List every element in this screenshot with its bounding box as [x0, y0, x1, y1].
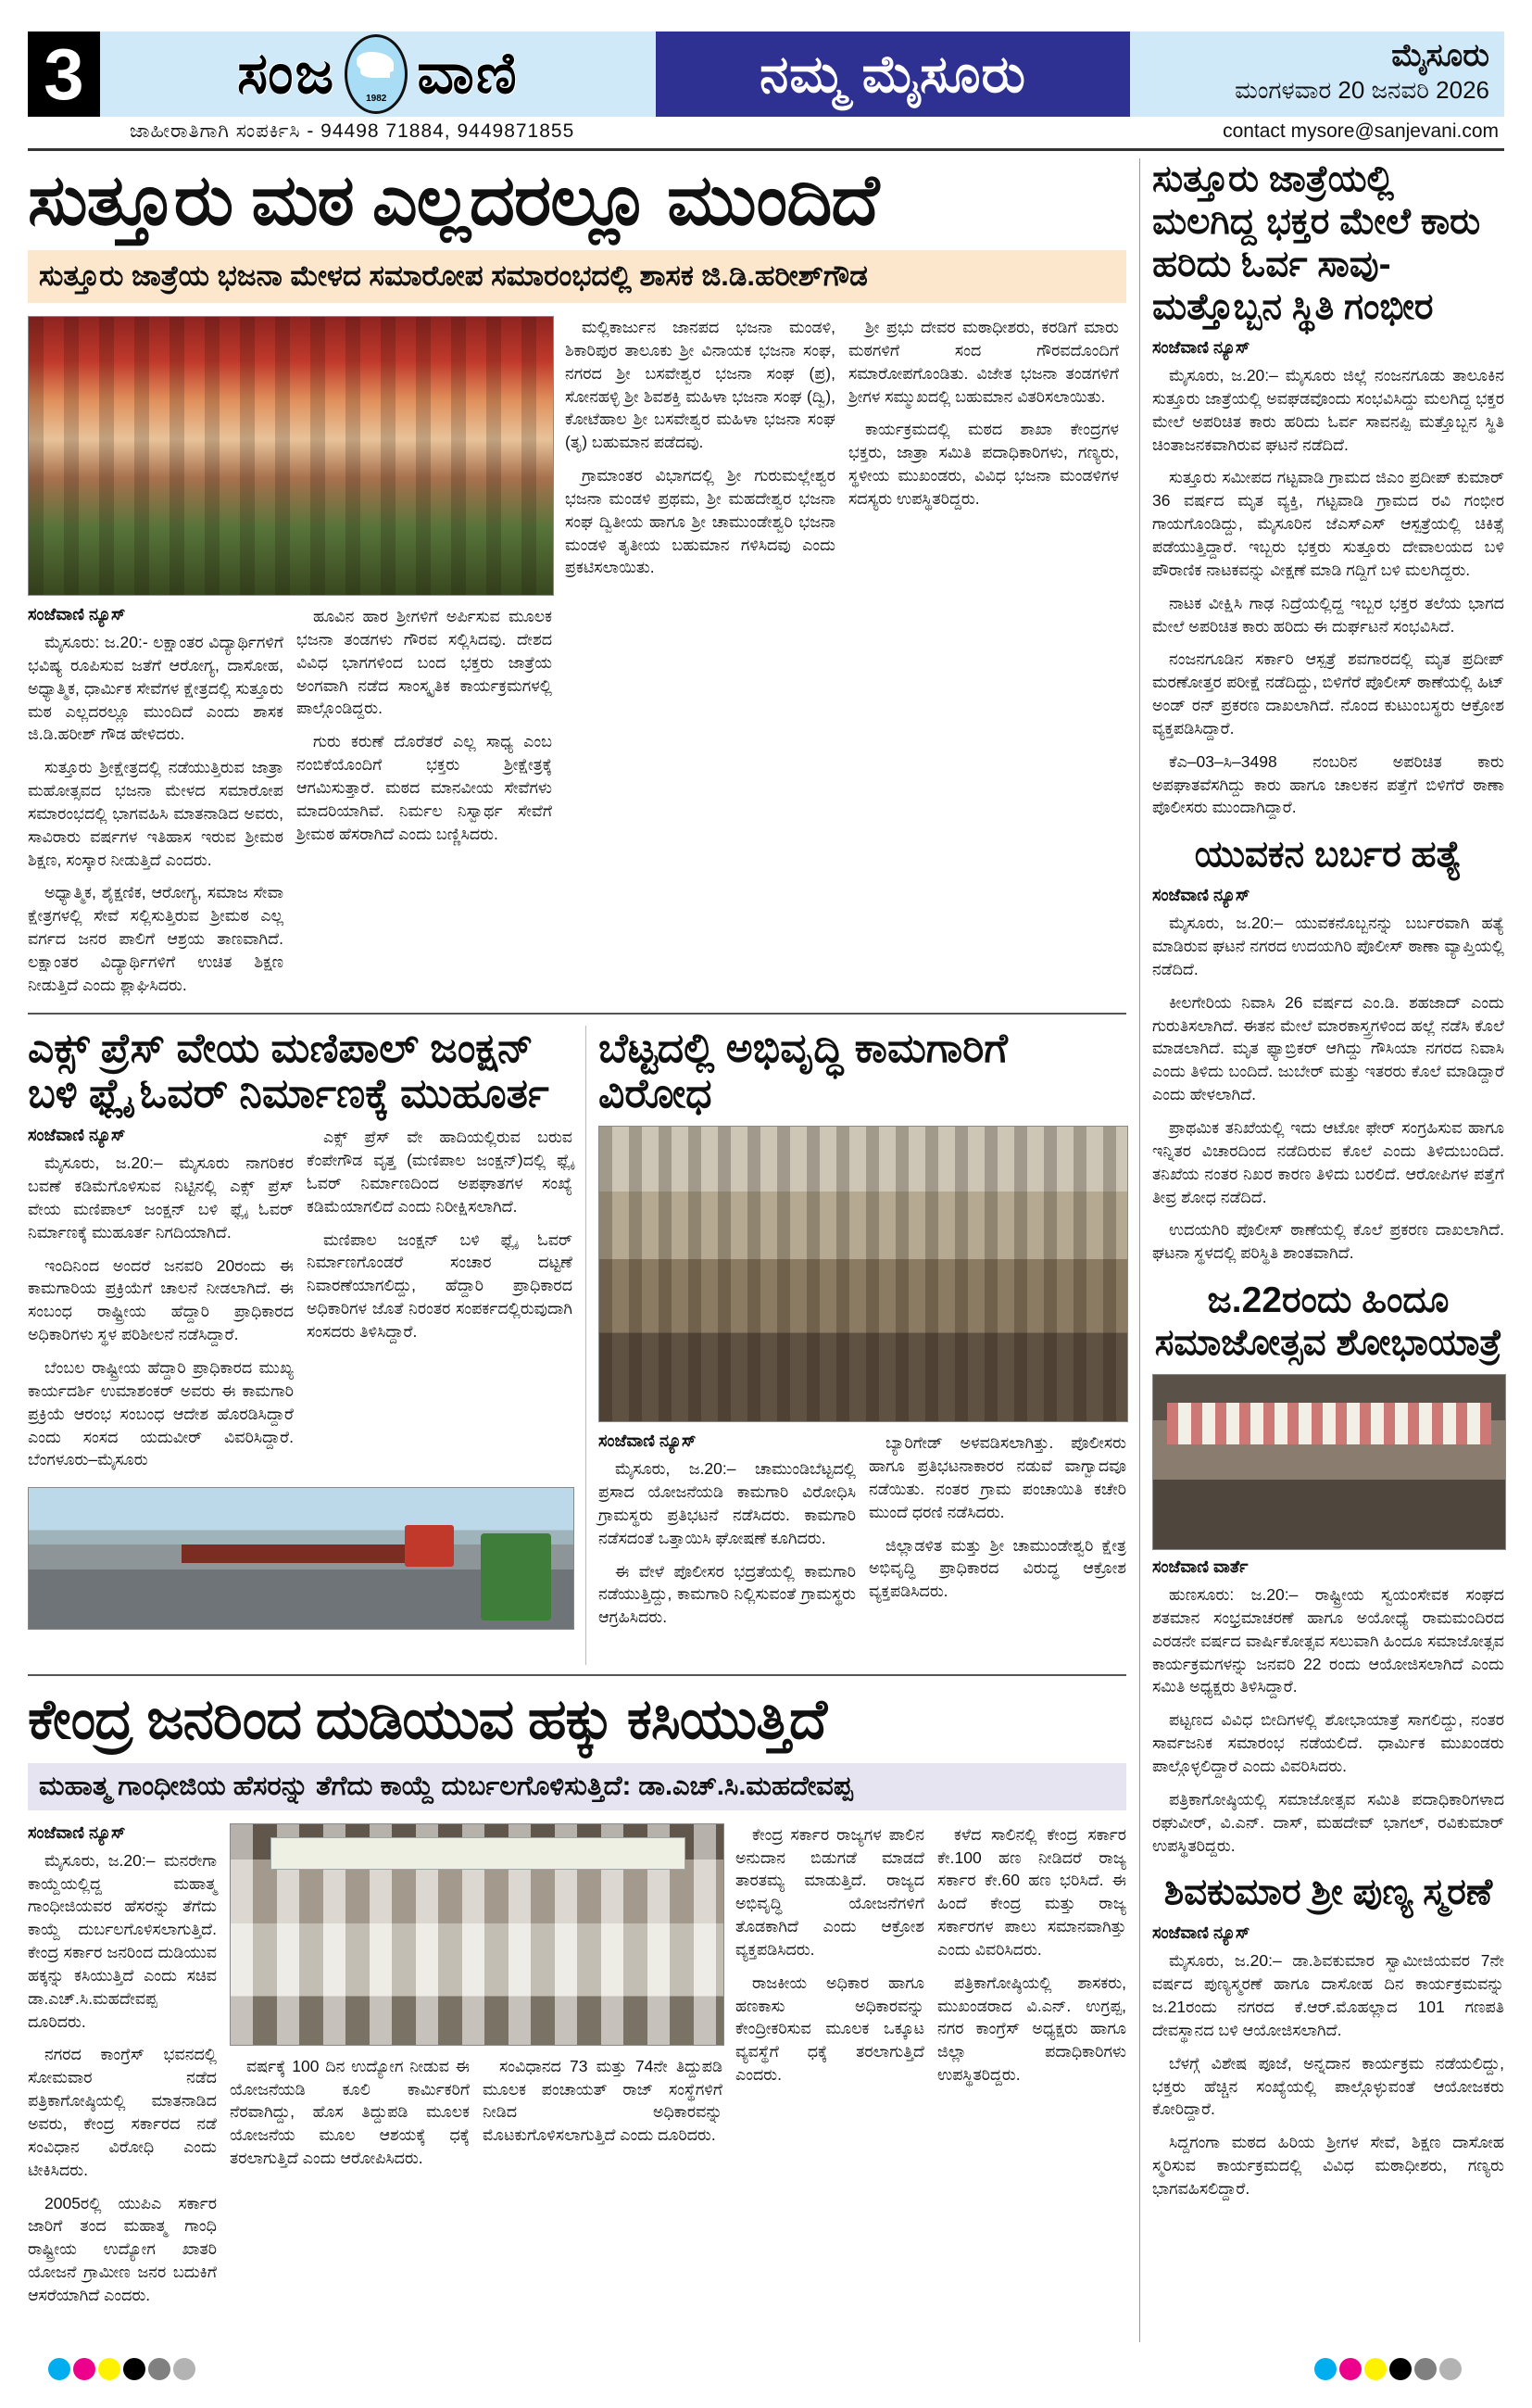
paragraph: ಬೆಂಬಲ ರಾಷ್ಟ್ರೀಯ ಹೆದ್ದಾರಿ ಪ್ರಾಧಿಕಾರದ ಮುಖ್ಯ ಕಾರ್ಯದರ್ಶಿ ಉಮಾಶಂಕರ್ ಅವರು ಈ ಕಾಮಗಾರಿ ಪ್ರಕ್ರಿಯೆ ಆರಂಭ ಸಂಬಂಧ ಆದೇಶ ಹೊರಡಿಸಿದ್ದಾರೆ ಎಂದು ಸಂಸದ ಯದುವೀರ್ ವಿವರಿಸಿದ್ದಾರೆ. ಬೆಂಗಳೂರು–ಮೈಸೂರು	[28, 1357, 294, 1469]
byline: ಸಂಜೆವಾಣಿ ನ್ಯೂಸ್	[28, 605, 126, 624]
lead-headline: ಸುತ್ತೂರು ಮಠ ಎಲ್ಲದರಲ್ಲೂ ಮುಂದಿದೆ	[28, 161, 879, 240]
paragraph: ಉದಯಗಿರಿ ಪೊಲೀಸ್ ಠಾಣೆಯಲ್ಲಿ ಕೊಲೆ ಪ್ರಕರಣ ದಾಖಲಾಗಿದೆ. ಘಟನಾ ಸ್ಥಳದಲ್ಲಿ ಪರಿಸ್ಥಿತಿ ಶಾಂತವಾಗಿದೆ.	[1152, 1220, 1504, 1263]
flyover-junction-photo	[28, 1487, 574, 1630]
mnrega-text-col-3	[483, 2055, 722, 2180]
byline: ಸಂಜೆವಾಣಿ ನ್ಯೂಸ್	[28, 1126, 126, 1145]
mnrega-text-col-1	[28, 1823, 217, 2342]
mnrega-text-col-5	[937, 1823, 1126, 2342]
print-color-dots-left	[48, 2358, 195, 2380]
edition-date: ಮಂಗಳವಾರ 20 ಜನವರಿ 2026	[1235, 75, 1489, 104]
paragraph: ಮೈಸೂರು, ಜ.20:– ಮೈಸೂರು ಜಿಲ್ಲೆ ನಂಜನಗೂಡು ತಾಲೂಕಿನ ಸುತ್ತೂರು ಜಾತ್ರೆಯಲ್ಲಿ ಅವಘಡವೊಂದು ಸಂಭವಿಸಿದ್ದು ಮಲಗಿದ್ದ ಭಕ್ತರ ಮೇಲೆ ಅಪರಿಚಿತ ಕಾರು ಹರಿದು ಓರ್ವ ಸಾವನಪ್ಪಿ ಮತ್ತೊಬ್ಬನ ಸ್ಥಿತಿ ಚಿಂತಾಜನಕವಾಗಿರುವ ಘಟನೆ ನಡೆದಿದೆ.	[1152, 366, 1504, 454]
car-accident-article	[1152, 158, 1504, 819]
paragraph: ಕಳೆದ ಸಾಲಿನಲ್ಲಿ ಕೇಂದ್ರ ಸರ್ಕಾರ ಕೇ.100 ಹಣ ನೀಡಿದರೆ ರಾಜ್ಯ ಸರ್ಕಾರ ಕೇ.60 ಹಣ ಭರಿಸಿದೆ. ಈ ಹಿಂದೆ ಕೇಂದ್ರ ಮತ್ತು ರಾಜ್ಯ ಸರ್ಕಾರಗಳ ಪಾಲು ಸಮಾನವಾಗಿತ್ತು ಎಂದು ವಿವರಿಸಿದರು.	[937, 1824, 1126, 1959]
rally-headline: ಜ.22ರಂದು ಹಿಂದೂ ಸಮಾಜೋತ್ಸವ ಶೋಭಾಯಾತ್ರೆ	[1154, 1280, 1502, 1364]
print-dot	[123, 2358, 145, 2380]
paragraph: ಕೇಂದ್ರ ಸರ್ಕಾರ ರಾಜ್ಯಗಳ ಪಾಲಿನ ಅನುದಾನ ಬಿಡುಗಡೆ ಮಾಡದೆ ತಾರತಮ್ಯ ಮಾಡುತ್ತಿದೆ. ರಾಜ್ಯದ ಅಭಿವೃದ್ಧಿ ಯೋಜನೆಗಳಿಗೆ ತೊಡಕಾಗಿದೆ ಎಂದು ಆಕ್ರೋಶ ವ್ಯಕ್ತಪಡಿಸಿದರು.	[735, 1824, 924, 1959]
advert-contact-line: ಜಾಹೀರಾತಿಗಾಗಿ ಸಂಪರ್ಕಿಸಿ - 94498 71884, 9449871855	[130, 120, 575, 142]
paragraph: ಸಿದ್ದಗಂಗಾ ಮಠದ ಹಿರಿಯ ಶ್ರೀಗಳ ಸೇವೆ, ಶಿಕ್ಷಣ ದಾಸೋಹ ಸ್ಮರಿಸುವ ಕಾರ್ಯಕ್ರಮದಲ್ಲಿ ವಿವಿಧ ಮಠಾಧೀಶರು, ಗಣ್ಯರು ಭಾಗವಹಿಸಲಿದ್ದಾರೆ.	[1152, 2133, 1504, 2198]
hill-text-col-1	[598, 1431, 856, 1639]
byline: ಸಂಜೆವಾಣಿ ನ್ಯೂಸ್	[28, 1822, 126, 1842]
masthead-subrow	[28, 117, 1504, 151]
mnrega-text-col-2	[230, 2055, 470, 2180]
lead-subheadline: ಸುತ್ತೂರು ಜಾತ್ರೆಯ ಭಜನಾ ಮೇಳದ ಸಮಾರೋಪ ಸಮಾರಂಭದಲ್ಲಿ ಶಾಸಕ ಜಿ.ಡಿ.ಹರೀಶ್‌ಗೌಡ	[28, 250, 1126, 303]
memorial-headline: ಶಿವಕುಮಾರ ಶ್ರೀ ಪುಣ್ಯ ಸ್ಮರಣೆ	[1163, 1872, 1493, 1913]
paragraph: ಪಟ್ಟಣದ ವಿವಿಧ ಬೀದಿಗಳಲ್ಲಿ ಶೋಭಾಯಾತ್ರೆ ಸಾಗಲಿದ್ದು, ನಂತರ ಸಾರ್ವಜನಿಕ ಸಮಾರಂಭ ನಡೆಯಲಿದೆ. ಧಾರ್ಮಿಕ ಮುಖಂಡರು ಪಾಲ್ಗೊಳ್ಳಲಿದ್ದಾರೆ ಎಂದು ವಿವರಿಸಿದರು.	[1152, 1710, 1504, 1776]
press-conference-photo	[1152, 1374, 1506, 1550]
green-bus	[481, 1533, 551, 1620]
print-dot	[1414, 2358, 1437, 2380]
press-banner	[1167, 1403, 1491, 1444]
lead-text-col-2	[296, 605, 552, 1007]
hill-protest-article	[585, 1026, 1126, 1665]
print-dot	[1389, 2358, 1412, 2380]
paragraph: ನಾಟಕ ವೀಕ್ಷಿಸಿ ಗಾಢ ನಿದ್ರೆಯಲ್ಲಿದ್ದ ಇಬ್ಬರ ಭಕ್ತರ ತಲೆಯ ಭಾಗದ ಮೇಲೆ ಅಪರಿಚಿತ ಕಾರು ಹರಿದು ಈ ದುರ್ಘಟನೆ ಸಂಭವಿಸಿದೆ.	[1152, 593, 1504, 636]
paragraph: ಸಂವಿಧಾನದ 73 ಮತ್ತು 74ನೇ ತಿದ್ದುಪಡಿ ಮೂಲಕ ಪಂಚಾಯತ್ ರಾಜ್ ಸಂಸ್ಥೆಗಳಿಗೆ ನೀಡಿದ ಅಧಿಕಾರವನ್ನು ಮೊಟಕುಗೊಳಿಸಲಾಗುತ್ತಿದೆ ಎಂದು ದೂರಿದರು.	[483, 2056, 722, 2145]
paragraph: ಮಲ್ಲಿಕಾರ್ಜುನ ಜಾನಪದ ಭಜನಾ ಮಂಡಳಿ, ಶಿಕಾರಿಪುರ ತಾಲೂಕು ಶ್ರೀ ವಿನಾಯಕ ಭಜನಾ ಸಂಘ, ನಗರದ ಶ್ರೀ ಬಸವೇಶ್ವರ ಭಜನಾ ಸಂಘ (ಪ್ರ), ಸೋನಹಳ್ಳಿ ಶ್ರೀ ಶಿವಶಕ್ತಿ ಮಹಿಳಾ ಭಜನಾ ಸಂಘ (ದ್ವಿ), ಕೋಟೆಹಾಲ ಶ್ರೀ ಬಸವೇಶ್ವರ ಮಹಿಳಾ ಭಜನಾ ಸಂಘ (ತೃ) ಬಹುಮಾನ ಪಡೆದವು.	[565, 318, 835, 452]
logo-text-left: ಸಂಜ	[237, 42, 336, 106]
truck-cab	[405, 1525, 454, 1568]
byline: ಸಂಜೆವಾಣಿ ವಾರ್ತೆ	[1152, 1557, 1249, 1577]
print-color-dots-right	[1314, 2358, 1462, 2380]
flatbed-trailer	[182, 1544, 421, 1563]
byline: ಸಂಜೆವಾಣಿ ನ್ಯೂಸ್	[598, 1431, 697, 1451]
dove-icon	[357, 52, 394, 72]
paragraph: ಕೀಲಗೇರಿಯ ನಿವಾಸಿ 26 ವರ್ಷದ ಎಂ.ಡಿ. ಶಹಜಾದ್ ಎಂದು ಗುರುತಿಸಲಾಗಿದೆ. ಈತನ ಮೇಲೆ ಮಾರಕಾಸ್ತ್ರಗಳಿಂದ ಹಲ್ಲೆ ನಡೆಸಿ ಕೊಲೆ ಮಾಡಲಾಗಿದೆ. ಮೃತ ಫ್ಯಾಬ್ರಿಕರ್ ಆಗಿದ್ದು ಗೌಸಿಯಾ ನಗರದ ನಿವಾಸಿ ಎಂದು ತಿಳಿದು ಬಂದಿದೆ. ಜುಬೇರ್ ಮತ್ತು ಇತರರು ಕೊಲೆ ಮಾಡಿದ್ದಾರೆ ಎಂದು ಹೇಳಲಾಗಿದೆ.	[1152, 992, 1504, 1104]
lead-article	[28, 161, 1126, 1007]
hill-text-col-2	[869, 1431, 1126, 1639]
logo-text-right: ವಾಣಿ	[417, 42, 519, 106]
mnrega-headline: ಕೇಂದ್ರ ಜನರಿಂದ ದುಡಿಯುವ ಹಕ್ಕು ಕಸಿಯುತ್ತಿದೆ	[28, 1687, 827, 1750]
main-column	[28, 158, 1126, 2342]
protest-crowd-photo	[598, 1126, 1128, 1422]
murder-headline: ಯುವಕನ ಬರ್ಬರ ಹತ್ಯೆ	[1194, 835, 1463, 876]
paragraph: ಪತ್ರಿಕಾಗೋಷ್ಠಿಯಲ್ಲಿ ಸಮಾಜೋತ್ಸವ ಸಮಿತಿ ಪದಾಧಿಕಾರಿಗಳಾದ ರಘುವೀರ್, ವಿ.ಎನ್. ದಾಸ್, ಮಹದೇವ್ ಭಾಗಲ್, ರವಿಕುಮಾರ್ ಉಪಸ್ಥಿತರಿದ್ದರು.	[1152, 1789, 1504, 1855]
print-dot	[1339, 2358, 1362, 2380]
press-meet-group-photo	[230, 1823, 724, 2046]
paragraph: ಈ ವೇಳೆ ಪೊಲೀಸರ ಭದ್ರತೆಯಲ್ಲಿ ಕಾಮಗಾರಿ ನಡೆಯುತ್ತಿದ್ದು, ಕಾಮಗಾರಿ ನಿಲ್ಲಿಸುವಂತೆ ಗ್ರಾಮಸ್ಥರು ಆಗ್ರಹಿಸಿದರು.	[598, 1561, 856, 1627]
flyover-text-col-2	[307, 1126, 572, 1481]
lead-text-col-1	[28, 605, 283, 1007]
paragraph: ಜಿಲ್ಲಾಡಳಿತ ಮತ್ತು ಶ್ರೀ ಚಾಮುಂಡೇಶ್ವರಿ ಕ್ಷೇತ್ರ ಅಭಿವೃದ್ಧಿ ಪ್ರಾಧಿಕಾರದ ವಿರುದ್ಧ ಆಕ್ರೋಶ ವ್ಯಕ್ತಪಡಿಸಿದರು.	[869, 1535, 1126, 1601]
flyover-text-col-1	[28, 1126, 294, 1481]
paragraph: ಸುತ್ತೂರು ಶ್ರೀಕ್ಷೇತ್ರದಲ್ಲಿ ನಡೆಯುತ್ತಿರುವ ಜಾತ್ರಾ ಮಹೋತ್ಸವದ ಭಜನಾ ಮೇಳದ ಸಮಾರೋಪ ಸಮಾರಂಭದಲ್ಲಿ ಭಾಗವಹಿಸಿ ಮಾತನಾಡಿದ ಅವರು, ಸಾವಿರಾರು ವರ್ಷಗಳ ಇತಿಹಾಸ ಇರುವ ಶ್ರೀಮಠ ಶಿಕ್ಷಣ, ಸಂಸ್ಕಾರ ನೀಡುತ್ತಿದೆ ಎಂದರು.	[28, 758, 283, 869]
rally-article	[1152, 1280, 1504, 1857]
paragraph: ರಾಜಕೀಯ ಅಧಿಕಾರ ಹಾಗೂ ಹಣಕಾಸು ಅಧಿಕಾರವನ್ನು ಕೇಂದ್ರೀಕರಿಸುವ ಮೂಲಕ ಒಕ್ಕೂಟ ವ್ಯವಸ್ಥೆಗೆ ಧಕ್ಕೆ ತರಲಾಗುತ್ತಿದೆ ಎಂದರು.	[735, 1973, 924, 2085]
print-dot	[1364, 2358, 1387, 2380]
paragraph: 2005ರಲ್ಲಿ ಯುಪಿಎ ಸರ್ಕಾರ ಜಾರಿಗೆ ತಂದ ಮಹಾತ್ಮ ಗಾಂಧಿ ರಾಷ್ಟ್ರೀಯ ಉದ್ಯೋಗ ಖಾತರಿ ಯೋಜನೆ ಗ್ರಾಮೀಣ ಜನರ ಬದುಕಿಗೆ ಆಸರೆಯಾಗಿದೆ ಎಂದರು.	[28, 2193, 217, 2304]
paragraph: ಬ್ಯಾರಿಗೇಡ್ ಅಳವಡಿಸಲಾಗಿತ್ತು. ಪೊಲೀಸರು ಹಾಗೂ ಪ್ರತಿಭಟನಾಕಾರರ ನಡುವೆ ವಾಗ್ವಾದವೂ ನಡೆಯಿತು. ನಂತರ ಗ್ರಾಮ ಪಂಚಾಯಿತಿ ಕಚೇರಿ ಮುಂದೆ ಧರಣಿ ನಡೆಸಿದರು.	[869, 1433, 1126, 1521]
print-dot	[98, 2358, 120, 2380]
paragraph: ಕಾರ್ಯಕ್ರಮದಲ್ಲಿ ಮಠದ ಶಾಖಾ ಕೇಂದ್ರಗಳ ಭಕ್ತರು, ಜಾತ್ರಾ ಸಮಿತಿ ಪದಾಧಿಕಾರಿಗಳು, ಗಣ್ಯರು, ಸ್ಥಳೀಯ ಮುಖಂಡರು, ವಿವಿಧ ಭಜನಾ ಮಂಡಳಿಗಳ ಸದಸ್ಯರು ಉಪಸ್ಥಿತರಿದ್ದರು.	[848, 420, 1119, 508]
print-dot	[1439, 2358, 1462, 2380]
paragraph: ಗುರು ಕರುಣೆ ದೊರೆತರೆ ಎಲ್ಲ ಸಾಧ್ಯ ಎಂಬ ನಂಬಿಕೆಯೊಂದಿಗೆ ಭಕ್ತರು ಶ್ರೀಕ್ಷೇತ್ರಕ್ಕೆ ಆಗಮಿಸುತ್ತಾರೆ. ಮಠದ ಮಾನವೀಯ ಸೇವೆಗಳು ಮಾದರಿಯಾಗಿವೆ. ನಿರ್ಮಲ ನಿಸ್ವಾರ್ಥ ಸೇವೆಗೆ ಶ್ರೀಮಠ ಹೆಸರಾಗಿದೆ ಎಂದು ಬಣ್ಣಿಸಿದರು.	[296, 732, 552, 843]
paragraph: ಮೈಸೂರು, ಜ.20:– ಡಾ.ಶಿವಕುಮಾರ ಸ್ವಾಮೀಜಿಯವರ 7ನೇ ವರ್ಷದ ಪುಣ್ಯಸ್ಮರಣೆ ಹಾಗೂ ದಾಸೋಹ ದಿನ ಕಾರ್ಯಕ್ರಮವನ್ನು ಜ.21ರಂದು ನಗರದ ಕೆ.ಆರ್.ಮೊಹಲ್ಲಾದ 101 ಗಣಪತಿ ದೇವಸ್ಥಾನದ ಬಳಿ ಆಯೋಜಿಸಲಾಗಿದೆ.	[1152, 1951, 1504, 2039]
lead-text-col-3	[565, 316, 835, 1007]
mnrega-article	[28, 1674, 1126, 2342]
flyover-headline: ಎಕ್ಸ್ ಪ್ರೆಸ್ ವೇಯ ಮಣಿಪಾಲ್ ಜಂಕ್ಷನ್ ಬಳಿ ಫ್ಲೈ ಓವರ್ ನಿರ್ಮಾಣಕ್ಕೆ ಮುಹೂರ್ತ	[28, 1025, 549, 1116]
print-dot	[148, 2358, 170, 2380]
paragraph: ಮೈಸೂರು, ಜ.20:– ಮೈಸೂರು ನಾಗರಿಕರ ಬವಣೆ ಕಡಿಮೆಗೊಳಿಸುವ ನಿಟ್ಟಿನಲ್ಲಿ ಎಕ್ಸ್ ಪ್ರೆಸ್ ವೇಯ ಮಣಿಪಾಲ್ ಜಂಕ್ಷನ್ ಬಳಿ ಫ್ಲೈ ಓವರ್ ನಿರ್ಮಾಣಕ್ಕೆ ಮುಹೂರ್ತ ನಿಗದಿಯಾಗಿದೆ.	[28, 1154, 294, 1242]
masthead	[28, 32, 1504, 117]
memorial-article	[1152, 1872, 1504, 2200]
mnrega-photo-block	[230, 1823, 722, 2342]
paragraph: ಎಕ್ಸ್ ಪ್ರೆಸ್ ವೇ ಹಾದಿಯಲ್ಲಿರುವ ಬರುವ ಕೆಂಪೇಗೌಡ ವೃತ್ತ (ಮಣಿಪಾಲ ಜಂಕ್ಷನ್)ದಲ್ಲಿ ಫ್ಲೈ ಓವರ್ ನಿರ್ಮಾಣದಿಂದ ಅಪಘಾತಗಳ ಸಂಖ್ಯೆ ಕಡಿಮೆಯಾಗಲಿದೆ ಎಂದು ನಿರೀಕ್ಷಿಸಲಾಗಿದೆ.	[307, 1128, 572, 1216]
byline: ಸಂಜೆವಾಣಿ ನ್ಯೂಸ್	[1152, 338, 1250, 358]
paragraph: ಮೈಸೂರು, ಜ.20:– ಚಾಮುಂಡಿಬೆಟ್ಟದಲ್ಲಿ ಪ್ರಸಾದ ಯೋಜನೆಯಡಿ ಕಾಮಗಾರಿ ವಿರೋಧಿಸಿ ಗ್ರಾಮಸ್ಥರು ಪ್ರತಿಭಟನೆ ನಡೆಸಿದರು. ಕಾಮಗಾರಿ ನಡೆಸದಂತೆ ಒತ್ತಾಯಿಸಿ ಘೋಷಣೆ ಕೂಗಿದರು.	[598, 1459, 856, 1547]
car-accident-headline: ಸುತ್ತೂರು ಜಾತ್ರೆಯಲ್ಲಿ ಮಲಗಿದ್ದ ಭಕ್ತರ ಮೇಲೆ ಕಾರು ಹರಿದು ಓರ್ವ ಸಾವು- ಮತ್ತೊಬ್ಬನ ಸ್ಥಿತಿ ಗಂಭೀರ	[1152, 159, 1481, 328]
paragraph: ಮೈಸೂರು, ಜ.20:– ಯುವಕನೊಬ್ಬನನ್ನು ಬರ್ಬರವಾಗಿ ಹತ್ಯೆ ಮಾಡಿರುವ ಘಟನೆ ನಗರದ ಉದಯಗಿರಿ ಪೊಲೀಸ್ ಠಾಣಾ ವ್ಯಾಪ್ತಿಯಲ್ಲಿ ನಡೆದಿದೆ.	[1152, 914, 1504, 978]
lead-photo	[28, 316, 554, 596]
print-dot	[173, 2358, 195, 2380]
email-contact-line: contact mysore@sanjevani.com	[1223, 120, 1499, 142]
paragraph: ಮೈಸೂರು: ಜ.20:- ಲಕ್ಷಾಂತರ ವಿದ್ಯಾರ್ಥಿಗಳಿಗೆ ಭವಿಷ್ಯ ರೂಪಿಸುವ ಜತೆಗೆ ಆರೋಗ್ಯ, ದಾಸೋಹ, ಅಧ್ಯಾತ್ಮಿಕ, ಧಾರ್ಮಿಕ ಸೇವೆಗಳ ಕ್ಷೇತ್ರದಲ್ಲಿ ಸುತ್ತೂರು ಮಠ ಎಲ್ಲದರಲ್ಲೂ ಮುಂದಿದೆ ಎಂದು ಶಾಸಕ ಜಿ.ಡಿ.ಹರೀಶ್ ಗೌಡ ಹೇಳಿದರು.	[28, 633, 283, 744]
right-sidebar	[1139, 158, 1504, 2342]
mnrega-text-col-4	[735, 1823, 924, 2342]
paragraph: ಪತ್ರಿಕಾಗೋಷ್ಠಿಯಲ್ಲಿ ಶಾಸಕರು, ಮುಖಂಡರಾದ ವಿ.ಎನ್. ಉಗ್ರಪ್ಪ, ನಗರ ಕಾಂಗ್ರೆಸ್ ಅಧ್ಯಕ್ಷರು ಹಾಗೂ ಜಿಲ್ಲಾ ಪದಾಧಿಕಾರಿಗಳು ಉಪಸ್ಥಿತರಿದ್ದರು.	[937, 1973, 1126, 2085]
paragraph: ನಂಜನಗೂಡಿನ ಸರ್ಕಾರಿ ಆಸ್ಪತ್ರೆ ಶವಗಾರದಲ್ಲಿ ಮೃತ ಪ್ರದೀಪ್ ಮರಣೋತ್ತರ ಪರೀಕ್ಷೆ ನಡೆದಿದ್ದು, ಬಿಳಿಗೆರೆ ಪೊಲೀಸ್ ಠಾಣೆಯಲ್ಲಿ ಹಿಟ್ ಅಂಡ್ ರನ್ ಪ್ರಕರಣ ದಾಖಲಾಗಿದೆ. ನೊಂದ ಕುಟುಂಬಸ್ಥರು ಆಕ್ರೋಶ ವ್ಯಕ್ತಪಡಿಸಿದ್ದಾರೆ.	[1152, 649, 1504, 738]
paragraph: ಮಣಿಪಾಲ ಜಂಕ್ಷನ್ ಬಳಿ ಫ್ಲೈ ಓವರ್ ನಿರ್ಮಾಣಗೊಂಡರೆ ಸಂಚಾರ ದಟ್ಟಣೆ ನಿವಾರಣೆಯಾಗಲಿದ್ದು, ಹೆದ್ದಾರಿ ಪ್ರಾಧಿಕಾರದ ಅಧಿಕಾರಿಗಳ ಜೊತೆ ನಿರಂತರ ಸಂಪರ್ಕದಲ್ಲಿರುವುದಾಗಿ ಸಂಸದರು ತಿಳಿಸಿದ್ದಾರೆ.	[307, 1229, 572, 1341]
paragraph: ಕೆಎ–03–ಸಿ–3498 ನಂಬರಿನ ಅಪರಿಚಿತ ಕಾರು ಅಪಘಾತವೆಸಗಿದ್ದು ಕಾರು ಹಾಗೂ ಚಾಲಕನ ಪತ್ತೆಗೆ ಬಿಳಿಗೆರೆ ಠಾಣಾ ಪೊಲೀಸರು ಮುಂದಾಗಿದ್ದಾರೆ.	[1152, 751, 1504, 817]
paragraph: ವರ್ಷಕ್ಕೆ 100 ದಿನ ಉದ್ಯೋಗ ನೀಡುವ ಈ ಯೋಜನೆಯಡಿ ಕೂಲಿ ಕಾರ್ಮಿಕರಿಗೆ ನೆರವಾಗಿದ್ದು, ಹೊಸ ತಿದ್ದುಪಡಿ ಮೂಲಕ ಯೋಜನೆಯ ಮೂಲ ಆಶಯಕ್ಕೆ ಧಕ್ಕೆ ತರಲಾಗುತ್ತಿದೆ ಎಂದು ಆರೋಪಿಸಿದರು.	[230, 2056, 470, 2168]
paragraph: ಹೂವಿನ ಹಾರ ಶ್ರೀಗಳಿಗೆ ಅರ್ಪಿಸುವ ಮೂಲಕ ಭಜನಾ ತಂಡಗಳು ಗೌರವ ಸಲ್ಲಿಸಿದವು. ದೇಶದ ವಿವಿಧ ಭಾಗಗಳಿಂದ ಬಂದ ಭಕ್ತರು ಜಾತ್ರೆಯ ಅಂಗವಾಗಿ ನಡೆದ ಸಾಂಸ್ಕೃತಿಕ ಕಾರ್ಯಕ್ರಮಗಳಲ್ಲಿ ಪಾಲ್ಗೊಂಡಿದ್ದರು.	[296, 607, 552, 718]
paragraph: ಹುಣಸೂರು: ಜ.20:– ರಾಷ್ಟ್ರೀಯ ಸ್ವಯಂಸೇವಕ ಸಂಘದ ಶತಮಾನ ಸಂಭ್ರಮಾಚರಣೆ ಹಾಗೂ ಅಯೋಧ್ಯೆ ರಾಮಮಂದಿರದ ಎರಡನೇ ವರ್ಷದ ವಾರ್ಷಿಕೋತ್ಸವ ಸಲುವಾಗಿ ಹಿಂದೂ ಸಮಾಜೋತ್ಸವ ಕಾರ್ಯಕ್ರಮಗಳನ್ನು ಜನವರಿ 22 ರಂದು ಆಯೋಜಿಸಲಾಗಿದೆ ಎಂದು ಸಮಿತಿ ಅಧ್ಯಕ್ಷರು ತಿಳಿಸಿದ್ದಾರೆ.	[1152, 1585, 1504, 1696]
date-band	[1130, 32, 1504, 117]
paragraph: ಅಧ್ಯಾತ್ಮಿಕ, ಶೈಕ್ಷಣಿಕ, ಆರೋಗ್ಯ, ಸಮಾಜ ಸೇವಾ ಕ್ಷೇತ್ರಗಳಲ್ಲಿ ಸೇವೆ ಸಲ್ಲಿಸುತ್ತಿರುವ ಶ್ರೀಮಠ ಎಲ್ಲ ವರ್ಗದ ಜನರ ಪಾಲಿಗೆ ಆಶ್ರಯ ತಾಣವಾಗಿದೆ. ಲಕ್ಷಾಂತರ ವಿದ್ಯಾರ್ಥಿಗಳಿಗೆ ಉಚಿತ ಶಿಕ್ಷಣ ನೀಡುತ್ತಿದೆ ಎಂದು ಶ್ಲಾಘಿಸಿದರು.	[28, 883, 283, 994]
print-dot	[1314, 2358, 1337, 2380]
congress-banner	[270, 1837, 686, 1870]
print-dot	[48, 2358, 70, 2380]
byline: ಸಂಜೆವಾಣಿ ನ್ಯೂಸ್	[1152, 886, 1250, 905]
murder-article	[1152, 834, 1504, 1265]
page-number: 3	[28, 32, 100, 117]
flyover-article	[28, 1026, 572, 1665]
paragraph: ಮೈಸೂರು, ಜ.20:– ಮನರೇಗಾ ಕಾಯ್ದೆಯಲ್ಲಿದ್ದ ಮಹಾತ್ಮ ಗಾಂಧೀಜಿಯವರ ಹೆಸರನ್ನು ತೆಗೆದು ಕಾಯ್ದೆ ದುರ್ಬಲಗೊಳಿಸಲಾಗುತ್ತಿದೆ. ಕೇಂದ್ರ ಸರ್ಕಾರ ಜನರಿಂದ ದುಡಿಯುವ ಹಕ್ಕನ್ನು ಕಸಿಯುತ್ತಿದೆ ಎಂದು ಸಚಿವ ಡಾ.ಎಚ್.ಸಿ.ಮಹದೇವಪ್ಪ ದೂರಿದರು.	[28, 1850, 217, 2031]
edition-city: ಮೈಸೂರು	[1391, 38, 1489, 73]
lead-text-col-4	[848, 316, 1119, 1007]
emblem-year: 1982	[366, 94, 387, 104]
hill-protest-headline: ಬೆಟ್ಟದಲ್ಲಿ ಅಭಿವೃದ್ಧಿ ಕಾಮಗಾರಿಗೆ ವಿರೋಧ	[598, 1025, 1008, 1116]
paragraph: ಶ್ರೀ ಪ್ರಭು ದೇವರ ಮಠಾಧೀಶರು, ಕರಡಿಗೆ ಮಾರು ಮಠಗಳಿಗೆ ಸಂದ ಗೌರವದೊಂದಿಗೆ ಸಮಾರೋಪಗೊಂಡಿತು. ವಿಜೇತ ಭಜನಾ ತಂಡಗಳಿಗೆ ಶ್ರೀಗಳ ಸಮ್ಮುಖದಲ್ಲಿ ಬಹುಮಾನ ವಿತರಿಸಲಾಯಿತು.	[848, 318, 1119, 406]
paragraph: ನಗರದ ಕಾಂಗ್ರೆಸ್ ಭವನದಲ್ಲಿ ಸೋಮವಾರ ನಡೆದ ಪತ್ರಿಕಾಗೋಷ್ಠಿಯಲ್ಲಿ ಮಾತನಾಡಿದ ಅವರು, ಕೇಂದ್ರ ಸರ್ಕಾರದ ನಡೆ ಸಂವಿಧಾನ ವಿರೋಧಿ ಎಂದು ಟೀಕಿಸಿದರು.	[28, 2045, 217, 2179]
byline: ಸಂಜೆವಾಣಿ ನ್ಯೂಸ್	[1152, 1923, 1250, 1943]
print-dot	[73, 2358, 95, 2380]
paragraph: ಇಂದಿನಿಂದ ಅಂದರೆ ಜನವರಿ 20ರಂದು ಈ ಕಾಮಗಾರಿಯ ಪ್ರಕ್ರಿಯೆಗೆ ಚಾಲನೆ ನೀಡಲಾಗಿದೆ. ಈ ಸಂಬಂಧ ರಾಷ್ಟ್ರೀಯ ಹೆದ್ದಾರಿ ಪ್ರಾಧಿಕಾರದ ಅಧಿಕಾರಿಗಳು ಸ್ಥಳ ಪರಿಶೀಲನೆ ನಡೆಸಿದ್ದಾರೆ.	[28, 1255, 294, 1344]
paragraph: ಸುತ್ತೂರು ಸಮೀಪದ ಗಟ್ಟವಾಡಿ ಗ್ರಾಮದ ಜಿಎಂ ಪ್ರದೀಪ್ ಕುಮಾರ್ 36 ವರ್ಷದ ಮೃತ ವ್ಯಕ್ತಿ, ಗಟ್ಟವಾಡಿ ಗ್ರಾಮದ ರವಿ ಗಂಭೀರ ಗಾಯಗೊಂಡಿದ್ದು, ಮೈಸೂರಿನ ಜೆಎಸ್‌ಎಸ್ ಆಸ್ಪತ್ರೆಯಲ್ಲಿ ಚಿಕಿತ್ಸೆ ಪಡೆಯುತ್ತಿದ್ದಾರೆ. ಇಬ್ಬರು ಭಕ್ತರು ಸುತ್ತೂರು ದೇವಾಲಯದ ಬಳಿ ಪೌರಾಣಿಕ ನಾಟಕವನ್ನು ವೀಕ್ಷಣೆ ಮಾಡಿ ಗದ್ದಿಗೆ ಬಳಿ ಮಲಗಿದ್ದರು.	[1152, 468, 1504, 579]
mnrega-subheadline: ಮಹಾತ್ಮ ಗಾಂಧೀಜಿಯ ಹೆಸರನ್ನು ತೆಗೆದು ಕಾಯ್ದೆ ದುರ್ಬಲಗೊಳಿಸುತ್ತಿದೆ: ಡಾ.ಎಚ್.ಸಿ.ಮಹದೇವಪ್ಪ	[28, 1763, 1126, 1810]
paragraph: ಬೆಳಗ್ಗೆ ವಿಶೇಷ ಪೂಜೆ, ಅನ್ನದಾನ ಕಾರ್ಯಕ್ರಮ ನಡೆಯಲಿದ್ದು, ಭಕ್ತರು ಹೆಚ್ಚಿನ ಸಂಖ್ಯೆಯಲ್ಲಿ ಪಾಲ್ಗೊಳ್ಳುವಂತೆ ಆಯೋಜಕರು ಕೋರಿದ್ದಾರೆ.	[1152, 2053, 1504, 2119]
paragraph: ಪ್ರಾಥಮಿಕ ತನಿಖೆಯಲ್ಲಿ ಇದು ಆಟೋ ಫೇರ್ ಸಂಗ್ರಹಿಸುವ ಹಾಗೂ ಇನ್ನಿತರ ವಿಚಾರದಿಂದ ನಡೆದಿರುವ ಕೊಲೆ ಎಂದು ತಿಳಿದುಬಂದಿದೆ. ತನಿಖೆಯ ನಂತರ ನಿಖರ ಕಾರಣ ತಿಳಿದು ಬರಲಿದೆ. ಆರೋಪಿಗಳ ಪತ್ತೆಗೆ ತೀವ್ರ ಶೋಧ ನಡೆದಿದೆ.	[1152, 1118, 1504, 1206]
dove-emblem-icon	[345, 34, 408, 114]
newspaper-logo	[100, 32, 656, 117]
section-title: ನಮ್ಮ ಮೈಸೂರು	[656, 32, 1130, 117]
paragraph: ಗ್ರಾಮಾಂತರ ವಿಭಾಗದಲ್ಲಿ ಶ್ರೀ ಗುರುಮಲ್ಲೇಶ್ವರ ಭಜನಾ ಮಂಡಳಿ ಪ್ರಥಮ, ಶ್ರೀ ಮಹದೇಶ್ವರ ಭಜನಾ ಸಂಘ ದ್ವಿತೀಯ ಹಾಗೂ ಶ್ರೀ ಚಾಮುಂಡೇಶ್ವರಿ ಭಜನಾ ಮಂಡಳಿ ತೃತೀಯ ಬಹುಮಾನ ಗಳಿಸಿದವು ಎಂದು ಪ್ರಕಟಿಸಲಾಯಿತು.	[565, 466, 835, 577]
